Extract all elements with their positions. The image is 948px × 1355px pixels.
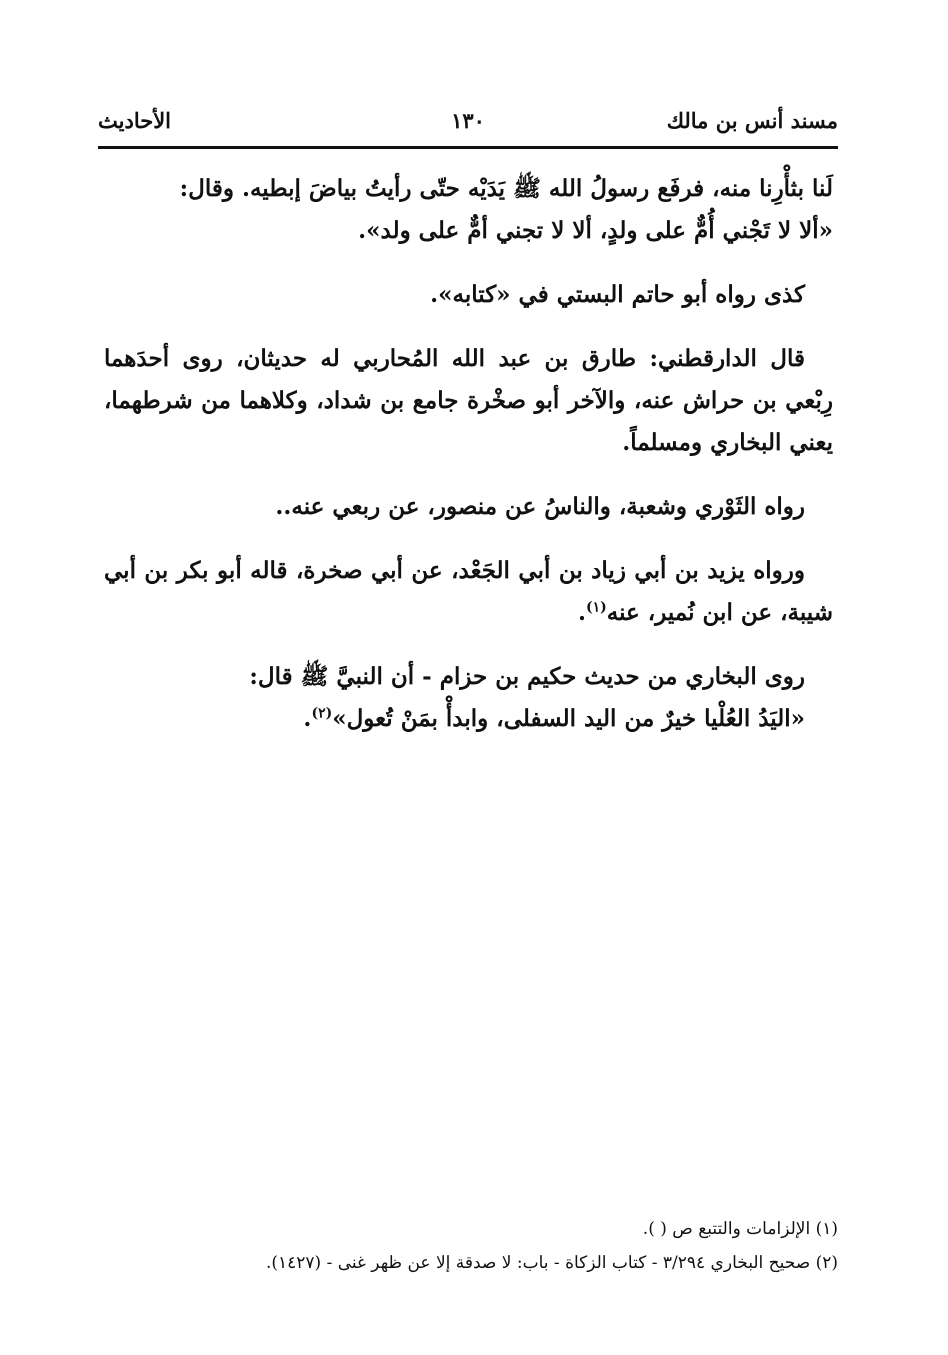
paragraph-5: [104, 550, 833, 634]
footnote-2: (٢) صحيح البخاري ٣/٢٩٤ - كتاب الزكاة - باب: لا صدقة إلا عن ظهر غنى - (١٤٢٧).: [265, 1253, 838, 1273]
paragraph-4: رواه الثَوْري وشعبة، والناسُ عن منصور، عن ربعي عنه..: [275, 493, 805, 520]
footnotes: [110, 1212, 838, 1280]
paragraph-1-line-2: «ألا لا تَجْني أُمٌّ على ولدٍ، ألا لا تجني أمٌّ على ولد».: [358, 217, 833, 244]
header-rule: [98, 146, 838, 149]
running-header: [98, 102, 838, 142]
paragraph-6-line-2: [104, 698, 833, 740]
paragraph-5-text: ورواه يزيد بن أبي زياد بن أبي الجَعْد، عن أبي صخرة، قاله أبو بكر بن أبي شيبة، عن ابن نُمير، عنه: [104, 557, 833, 626]
footnote-ref-1: (١): [586, 599, 607, 616]
paragraph-5-end: .: [577, 599, 586, 626]
paragraph-6: [104, 656, 833, 740]
footnote-1: (١) الإلزامات والتتبع ص ( ).: [642, 1219, 838, 1239]
main-text: [104, 168, 833, 762]
paragraph-2: كذى رواه أبو حاتم البستي في «كتابه».: [430, 281, 805, 308]
paragraph-6-end: .: [303, 705, 312, 732]
paragraph-1: [104, 168, 833, 252]
paragraph-6-line-1: روى البخاري من حديث حكيم بن حزام - أن النبيَّ ﷺ قال:: [249, 663, 805, 690]
footnote-ref-2: (٢): [311, 705, 333, 722]
paragraph-3: قال الدارقطني: طارق بن عبد الله المُحاربي له حديثان، روى أحدَهما رِبْعي بن حراش عنه، والآخر أبو صخْرة جامع بن شداد، وكلاهما من شرطهما، يعني البخاري ومسلماً.: [104, 345, 833, 456]
section-title: الأحاديث: [98, 108, 172, 133]
book-title: مسند أنس بن مالك: [666, 108, 838, 133]
paragraph-6-quote: «اليَدُ العُلْيا خيرٌ من اليد السفلى، وابدأْ بمَنْ تُعول»: [332, 705, 805, 732]
page-number: ١٣٠: [451, 108, 485, 133]
paragraph-1-line-1: لَنا بثأْرِنا منه، فرفَع رسولُ الله ﷺ يَدَيْه حتّى رأيتُ بياضَ إبطيه. وقال:: [179, 175, 833, 202]
